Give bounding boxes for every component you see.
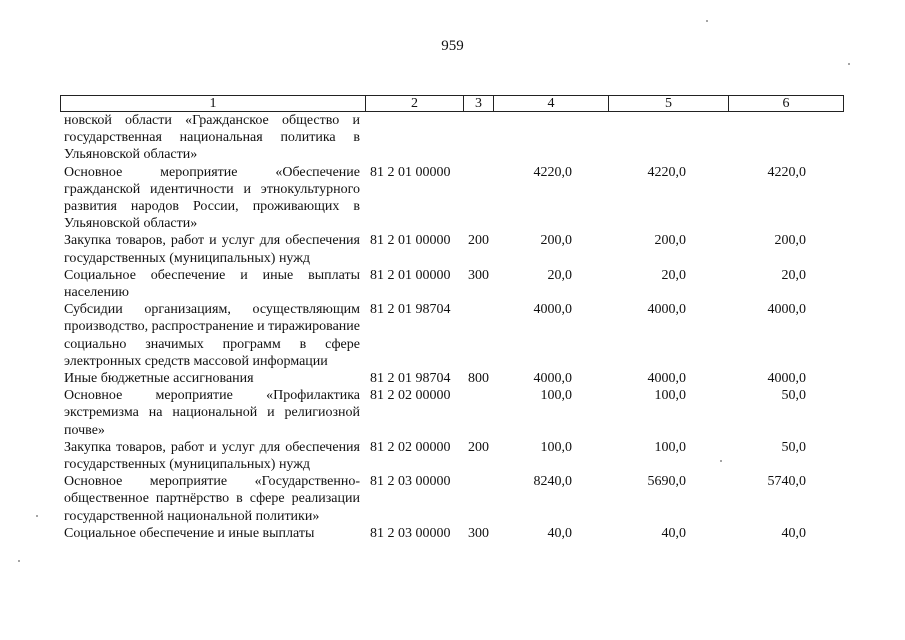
row-code: 81 2 03 00000 (370, 525, 451, 541)
row-name: Субсидии организациям, осуществляющим производство, распространение и тиражирование социально значимых программ в сфере электронных средств массовой информации (64, 302, 360, 369)
row-type: 200 (468, 233, 489, 249)
row-value-6: 40,0 (781, 525, 806, 541)
row-value-4: 4220,0 (533, 164, 572, 180)
row-value-5: 40,0 (661, 525, 686, 541)
row-name: Основное мероприятие «Профилактика экстремизма на национальной и религиозной почве» (64, 388, 360, 438)
row-value-6: 50,0 (781, 388, 806, 404)
row-value-4: 20,0 (547, 267, 572, 283)
row-code: 81 2 01 00000 (370, 267, 451, 283)
table-row (60, 387, 844, 439)
row-value-5: 4220,0 (647, 164, 686, 180)
scan-speck (720, 460, 722, 462)
row-value-5: 20,0 (661, 267, 686, 283)
scan-speck (706, 20, 708, 22)
row-name: Социальное обеспечение и иные выплаты населению (64, 267, 360, 301)
table-row (60, 525, 844, 542)
row-value-5: 4000,0 (647, 302, 686, 318)
row-value-4: 200,0 (540, 233, 572, 249)
header-col-4: 4 (494, 96, 609, 111)
table-row (60, 370, 844, 387)
table-row (60, 301, 844, 370)
row-value-4: 4000,0 (533, 302, 572, 318)
row-name: Основное мероприятие «Государственно-общественное партнёрство в сфере реализации государственной национальной политики» (64, 474, 360, 524)
row-code: 81 2 02 00000 (370, 439, 451, 455)
row-code: 81 2 01 98704 (370, 302, 451, 318)
table-row (60, 439, 844, 473)
header-col-5: 5 (609, 96, 729, 111)
row-value-4: 100,0 (540, 388, 572, 404)
row-code: 81 2 01 00000 (370, 164, 451, 180)
row-value-6: 4000,0 (767, 371, 806, 387)
row-type: 300 (468, 525, 489, 541)
row-value-6: 200,0 (774, 233, 806, 249)
row-code: 81 2 01 98704 (370, 371, 451, 387)
scan-speck (848, 63, 850, 65)
header-col-6: 6 (782, 96, 790, 111)
row-code: 81 2 02 00000 (370, 388, 451, 404)
row-value-4: 40,0 (547, 525, 572, 541)
row-value-5: 5690,0 (647, 474, 686, 490)
row-value-6: 4000,0 (767, 302, 806, 318)
table-header (60, 95, 844, 112)
scan-speck (36, 515, 38, 517)
table-row (60, 164, 844, 233)
row-name: новской области «Гражданское общество и государственная национальная политика в Ульяновской области» (64, 113, 360, 163)
page-number: 959 (441, 38, 464, 54)
row-name: Основное мероприятие «Обеспечение гражданской идентичности и этнокультурного развития народов России, проживающих в Ульяновской области» (64, 164, 360, 232)
row-value-6: 50,0 (781, 439, 806, 455)
row-code: 81 2 01 00000 (370, 233, 451, 249)
header-col-3: 3 (464, 96, 494, 111)
row-value-4: 100,0 (540, 439, 572, 455)
row-value-5: 4000,0 (647, 371, 686, 387)
row-type: 300 (468, 267, 489, 283)
scan-speck (18, 560, 20, 562)
row-name: Закупка товаров, работ и услуг для обеспечения государственных (муниципальных) нужд (64, 233, 360, 266)
row-value-4: 8240,0 (533, 474, 572, 490)
header-col-1: 1 (61, 96, 366, 111)
row-type: 200 (468, 439, 489, 455)
row-type: 800 (468, 371, 489, 387)
table-body (60, 112, 844, 542)
row-value-6: 5740,0 (767, 474, 806, 490)
table-row (60, 232, 844, 266)
row-value-6: 20,0 (781, 267, 806, 283)
table-row (60, 473, 844, 525)
row-value-5: 200,0 (654, 233, 686, 249)
row-value-4: 4000,0 (533, 371, 572, 387)
row-value-5: 100,0 (654, 388, 686, 404)
table-row (60, 267, 844, 301)
row-name: Иные бюджетные ассигнования (64, 371, 254, 387)
header-col-2: 2 (366, 96, 464, 111)
row-value-6: 4220,0 (767, 164, 806, 180)
row-name: Закупка товаров, работ и услуг для обеспечения государственных (муниципальных) нужд (64, 439, 360, 473)
table-row (60, 112, 844, 164)
row-name: Социальное обеспечение и иные выплаты (64, 525, 315, 541)
row-code: 81 2 03 00000 (370, 474, 451, 490)
row-value-5: 100,0 (654, 439, 686, 455)
